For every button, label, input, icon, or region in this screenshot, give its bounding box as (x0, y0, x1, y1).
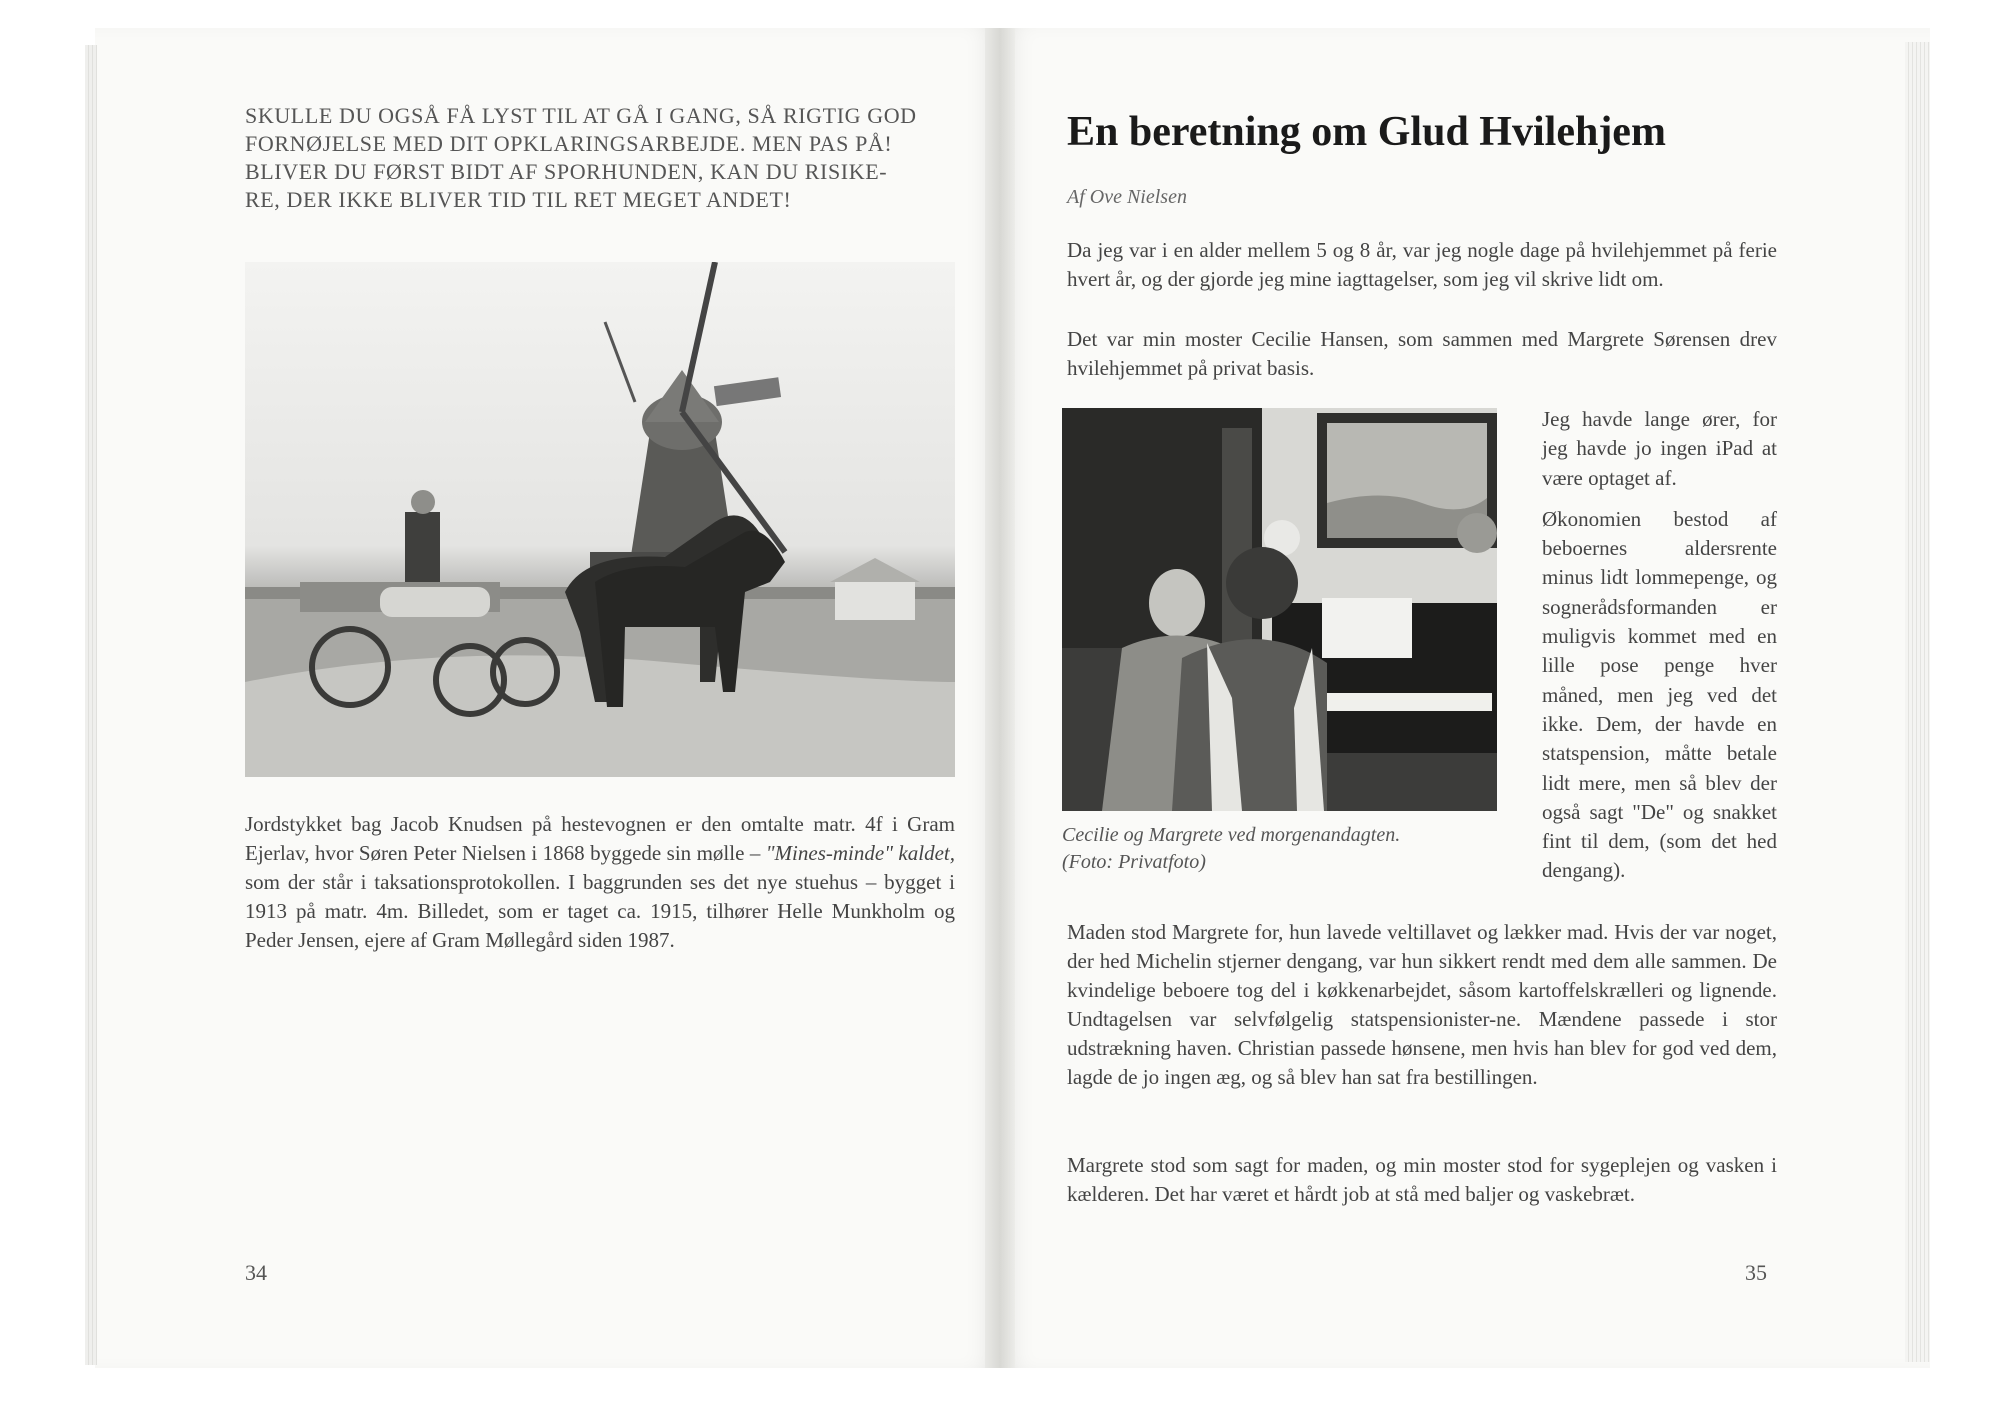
caps-line: BLIVER DU FØRST BIDT AF SPORHUNDEN, KAN DU RISIKE- (245, 159, 888, 184)
left-page-edges (85, 45, 97, 1365)
caps-line: SKULLE DU OGSÅ FÅ LYST TIL AT GÅ I GANG, SÅ RIGTIG GOD (245, 103, 917, 128)
organ-photo-caption (1062, 822, 1502, 876)
caption-line: (Foto: Privatfoto) (1062, 851, 1206, 873)
windmill-photo (245, 262, 955, 777)
paragraph-3: Maden stod Margrete for, hun lavede veltillavet og lækker mad. Hvis der var noget, der hed Michelin stjerner dengang, var hun sikkert rendt med dem alle sammen. De kvindelige beboere tog del i køkkenarbejdet, såsom kartoffelskrælleri og lignende. Undtagelsen var selvfølgelig statspensionister-ne. Mændene passede i stor udstrækning haven. Christian passede hønsene, men hvis han blev for god ved dem, lagde de jo ingen æg, og så blev han sat fra bestillingen. (1067, 920, 1777, 1089)
caption-text-part2: som der står i taksationsprotokollen. I baggrunden ses det nye stuehus – bygget i 1913 på matr. 4m. Billedet, som er taget ca. 1915, tilhører Helle Munkholm og Peder Jensen, ejere af Gram Møllegård siden 1987. (245, 870, 955, 952)
page-number-right: 35 (1745, 1260, 1767, 1285)
caption-italic-name: "Mines-minde" kaldet, (765, 841, 955, 865)
organ-photo (1062, 408, 1497, 811)
page-number-left: 34 (245, 1260, 267, 1285)
article-byline: Af Ove Nielsen (1067, 186, 1187, 208)
organ-photo-drawing (1062, 408, 1497, 811)
windmill-photo-drawing (245, 262, 955, 777)
article-title: En beretning om Glud Hvilehjem (1067, 109, 1666, 155)
caption-text-part1: Jordstykket bag Jacob Knudsen på hestevognen er den omtalte matr. 4f i Gram Ejerlav, hvor Søren Peter Nielsen i 1868 byggede sin mølle – (245, 812, 955, 865)
caps-line: RE, DER IKKE BLIVER TID TIL RET MEGET ANDET! (245, 187, 792, 212)
side-paragraph-1: Jeg havde lange ører, for jeg havde jo ingen iPad at være optaget af. (1542, 407, 1777, 490)
caption-line: Cecilie og Margrete ved morgenandagten. (1062, 824, 1401, 846)
side-paragraph-2: Økonomien bestod af beboernes aldersrente minus lidt lommepenge, og sognerådsformanden er muligvis kommet med en lille pose penge hver måned, men jeg ved det ikke. Dem, der havde en statspension, måtte betale lidt mere, men så blev der også sagt "De" og snakket fint til dem, (som det hed dengang). (1542, 506, 1777, 883)
paragraph-2: Det var min moster Cecilie Hansen, som sammen med Margrete Sørensen drev hvilehjemmet på privat basis. (1067, 327, 1777, 380)
paragraph-1: Da jeg var i en alder mellem 5 og 8 år, var jeg nogle dage på hvilehjemmet på ferie hvert år, og der gjorde jeg mine iagttagelser, som jeg vil skrive lidt om. (1067, 238, 1777, 291)
side-column (1542, 405, 1777, 898)
caps-line: FORNØJELSE MED DIT OPKLARINGSARBEJDE. MEN PAS PÅ! (245, 131, 893, 156)
windmill-photo-caption (245, 810, 955, 955)
intro-caps-text (245, 102, 955, 214)
right-page-edges (1905, 42, 1930, 1362)
paragraph-4: Margrete stod som sagt for maden, og min moster stod for sygeplejen og vasken i kælderen. Det har været et hårdt job at stå med baljer og vaskebræt. (1067, 1153, 1777, 1206)
book-gutter (985, 28, 1015, 1368)
